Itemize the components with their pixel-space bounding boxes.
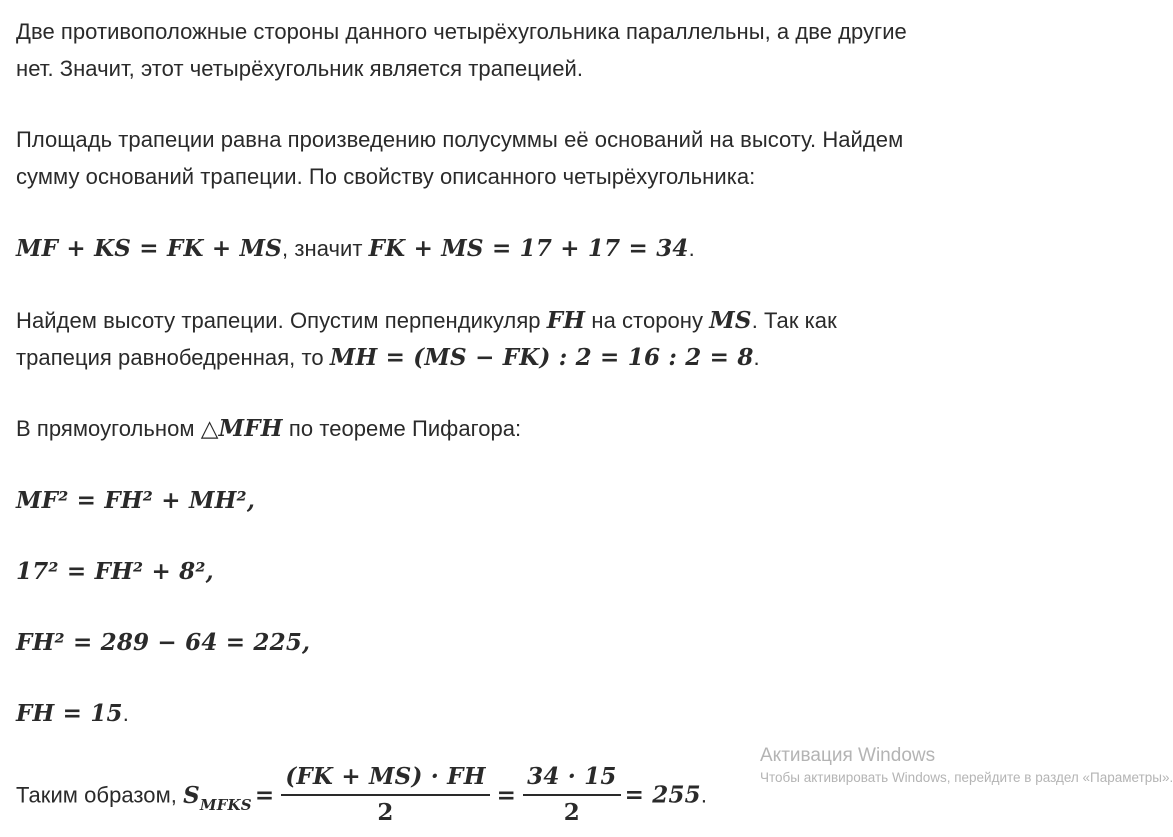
paragraph-height-line-1	[16, 302, 837, 339]
math-subscript: MFKS	[199, 796, 252, 815]
equation-bases-sum: MF + KS = FK + MS, значит FK + MS = 17 + 17 = 34.	[16, 235, 695, 262]
text-segment: Найдем высоту трапеции. Опустим перпендикуляр	[16, 308, 547, 333]
text-segment: на сторону	[585, 308, 710, 333]
fraction-denominator: 2	[563, 799, 580, 826]
math-area-symbol	[183, 781, 252, 815]
fraction-denominator: 2	[377, 799, 394, 826]
math-step: MF² = FH² + MH²,	[16, 487, 256, 514]
math-bases-sum-value: FK + MS = 17 + 17 = 34	[368, 235, 689, 262]
math-ms: MS	[709, 307, 752, 334]
text-segment: трапеция равнобедренная, то	[16, 345, 330, 370]
math-step: FH² = 289 − 64 = 225,	[16, 629, 311, 656]
math-step: 17² = FH² + 8²,	[16, 558, 214, 585]
paragraph-area-formula-line-1: Площадь трапеции равна произведению полусуммы её оснований на высоту. Найдем	[16, 127, 904, 152]
paragraph-trapezoid-definition-line-1: Две противоположные стороны данного четырёхугольника параллельны, а две другие	[16, 19, 907, 44]
math-mh-value: MH = (MS − FK) : 2 = 16 : 2 = 8	[329, 344, 754, 371]
fraction-numerator: 34 · 15	[523, 762, 620, 796]
fraction-numerator: (FK + MS) · FH	[281, 762, 489, 796]
math-s: S	[183, 781, 200, 809]
math-fh: FH	[546, 307, 586, 334]
text-segment: по теореме Пифагора:	[282, 416, 522, 441]
watermark-title: Активация Windows	[760, 745, 936, 766]
fraction-area-values	[523, 762, 620, 828]
text-segment: Таким образом,	[16, 782, 184, 808]
equation-pythagoras-1	[16, 482, 255, 519]
paragraph-trapezoid-definition-line-2: нет. Значит, этот четырёхугольник является трапецией.	[16, 56, 584, 81]
math-step: FH = 15	[16, 700, 123, 727]
paragraph-height-line-2: трапеция равнобедренная, то MH = (MS − FK) : 2 = 16 : 2 = 8.	[16, 344, 760, 371]
text-segment: В прямоугольном	[16, 416, 201, 441]
connector-text: , значит	[282, 236, 369, 261]
paragraph-area-formula-line-2: сумму оснований трапеции. По свойству описанного четырёхугольника:	[16, 164, 756, 189]
math-triangle-mfh: △MFH	[200, 415, 283, 442]
math-equals: =	[254, 781, 275, 809]
paragraph-pythagoras-intro	[16, 410, 521, 447]
equation-pythagoras-2	[16, 553, 214, 590]
text-segment: . Так как	[751, 308, 837, 333]
math-tangential-property: MF + KS = FK + MS	[16, 235, 283, 262]
fraction-area-formula	[281, 762, 489, 828]
equation-pythagoras-3	[16, 624, 310, 661]
watermark-subtitle: Чтобы активировать Windows, перейдите в раздел «Параметры».	[760, 770, 1173, 785]
math-area-result: = 255	[624, 781, 701, 809]
equation-area-final: Таким образом, $S_{MFKS}$ = $\frac{(FK + MS) \cdot FH}{2}$ = $\frac{34 \cdot 15}{2}$ = 255.	[16, 763, 708, 826]
windows-activation-watermark	[760, 744, 1173, 788]
math-equals: =	[496, 781, 517, 809]
equation-height-result: FH = 15.	[16, 700, 129, 727]
